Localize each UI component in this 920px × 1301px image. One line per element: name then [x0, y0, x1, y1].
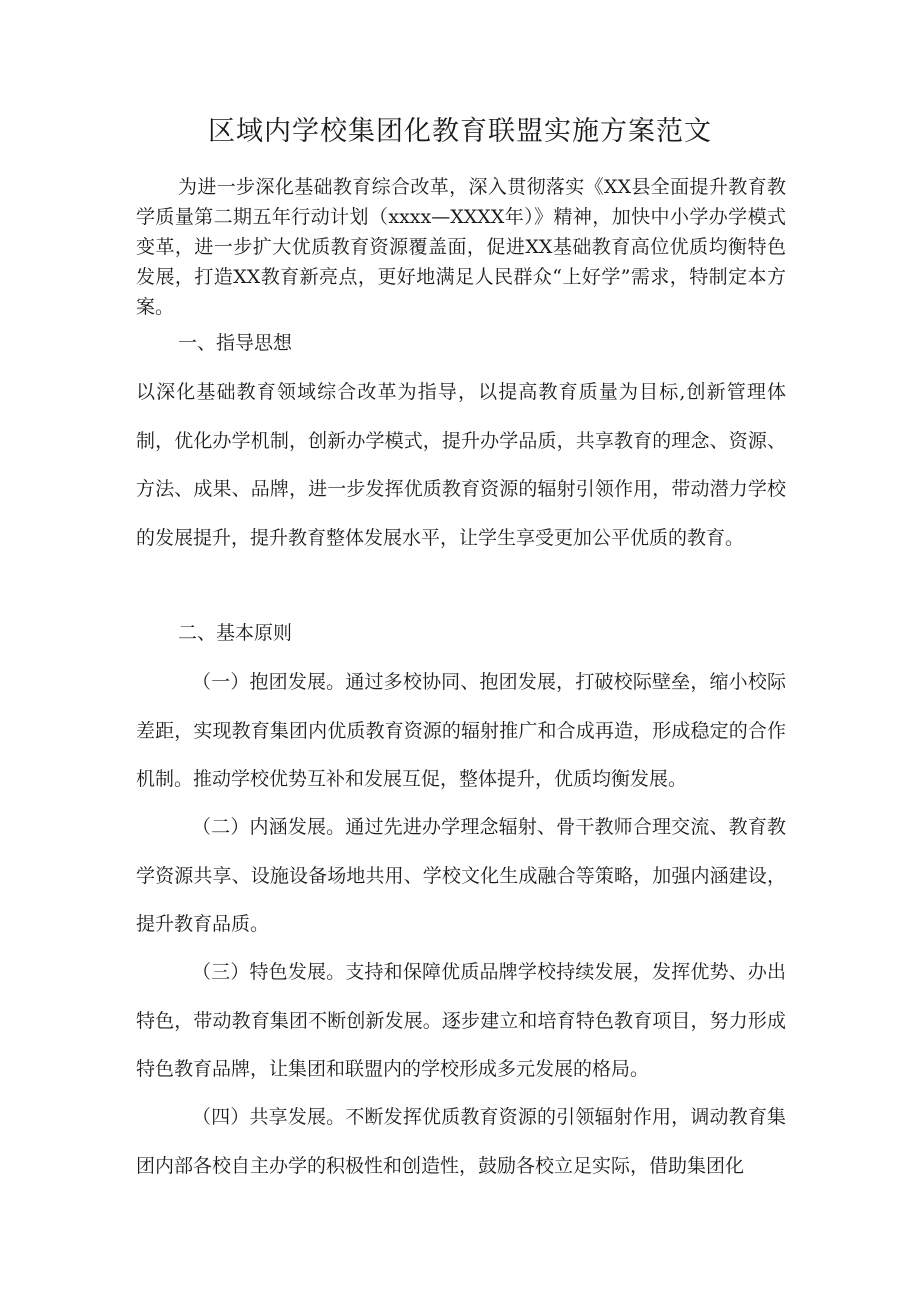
document-title: 区域内学校集团化教育联盟实施方案范文 [208, 116, 712, 147]
intro-paragraph: 为进一步深化基础教育综合改革，深入贯彻落实《XX县全面提升教育教学质量第二期五年行动计划（xxxx—XXXX年）》精神，加快中小学办学模式变革，进一步扩大优质教育资源覆盖面，促进XX基础教育高位优质均衡特色发展，打造XX教育新亮点，更好地满足人民群众“上好学”需求，特制定本方案。 [136, 176, 786, 318]
section-heading-basic-principles: 二、基本原则 [178, 622, 293, 644]
principle-item: （三）特色发展。支持和保障优质品牌学校持续发展，发挥优势、办出特色，带动教育集团不断创新发展。逐步建立和培育特色教育项目，努力形成特色教育品牌，让集团和联盟内的学校形成多元发展的格局。 [136, 961, 786, 1080]
principle-item: （四）共享发展。不断发挥优质教育资源的引领辐射作用，调动教育集团内部各校自主办学的积极性和创造性，鼓励各校立足实际，借助集团化 [136, 1106, 786, 1177]
section-heading-guiding-ideology: 一、指导思想 [178, 332, 293, 354]
principle-item: （一）抱团发展。通过多校协同、抱团发展，打破校际壁垒，缩小校际差距，实现教育集团内优质教育资源的辐射推广和合成再造，形成稳定的合作机制。推动学校优势互补和发展互促，整体提升，优质均衡发展。 [136, 671, 786, 790]
guiding-ideology-paragraph: 以深化基础教育领域综合改革为指导，以提高教育质量为目标,创新管理体制，优化办学机制，创新办学模式，提升办学品质，共享教育的理念、资源、方法、成果、品牌，进一步发挥优质教育资源的辐射引领作用，带动潜力学校的发展提升，提升教育整体发展水平，让学生享受更加公平优质的教育。 [136, 381, 786, 549]
principle-item: （二）内涵发展。通过先进办学理念辐射、骨干教师合理交流、教育教学资源共享、设施设备场地共用、学校文化生成融合等策略，加强内涵建设，提升教育品质。 [136, 816, 786, 935]
